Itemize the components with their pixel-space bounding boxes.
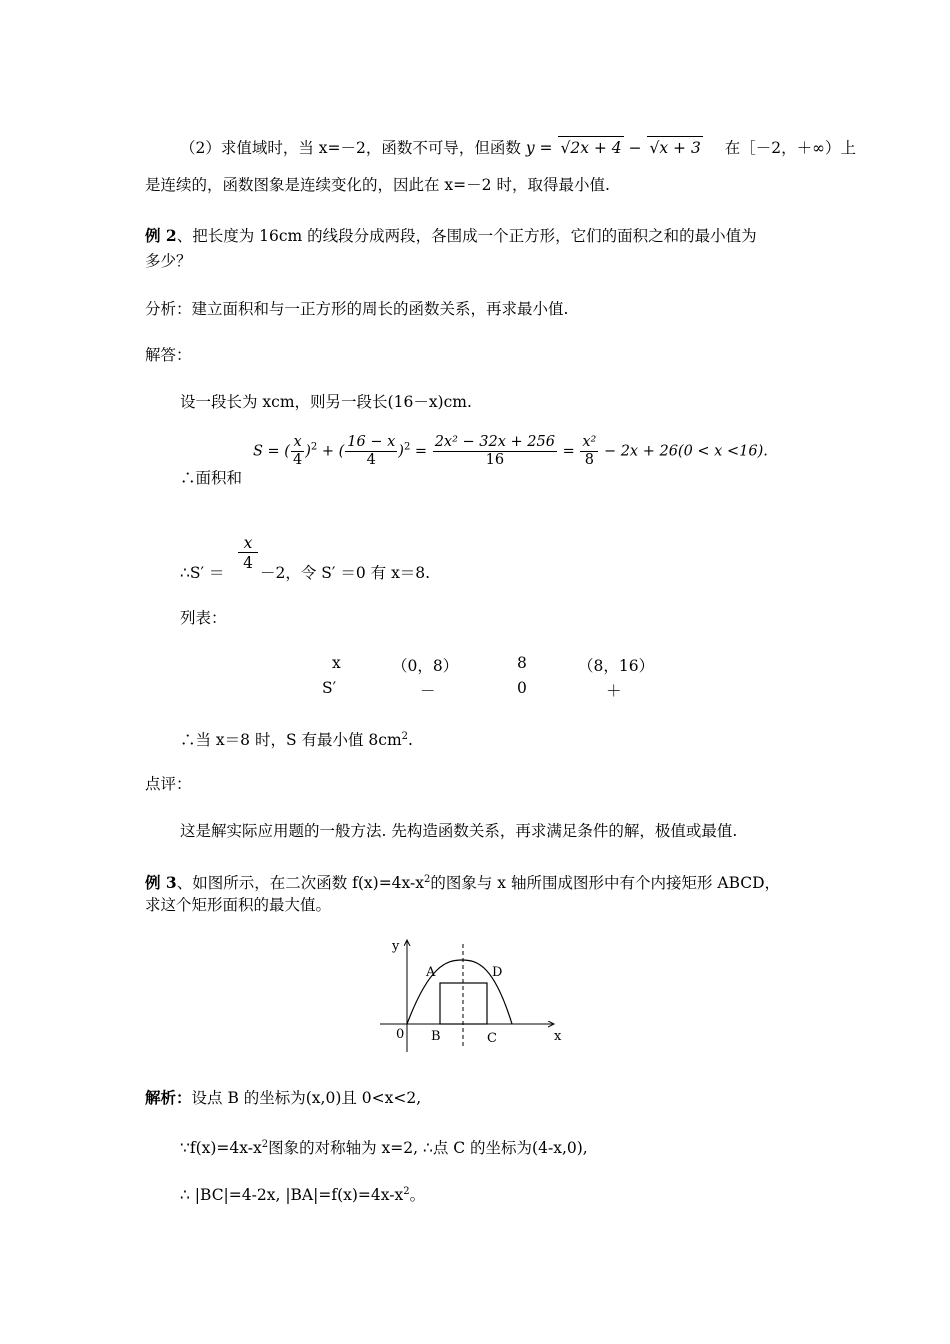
formula-y: y = √2x + 4 − √x + 3 [526, 139, 708, 157]
para-2-line-2: 是连续的，函数图象是连续变化的，因此在 x=－2 时，取得最小值. [145, 176, 610, 194]
label-D: D [492, 965, 503, 980]
derivative-tail: －2，令 S′ ＝0 有 x＝8. [260, 564, 431, 582]
parabola-figure [374, 936, 574, 1056]
solution-line-2: $\because f(x)=4x-x^2$图象的对称轴为 x=2, ∴点 C 的坐标为(4-x,0), [180, 1139, 588, 1157]
example-2-line-1 [145, 225, 757, 247]
label-A: A [426, 965, 436, 980]
example-2-line-2: 多少？ [145, 252, 192, 270]
analysis-line: 分析：建立面积和与一正方形的周长的函数关系，再求最小值. [145, 300, 569, 318]
answer-heading: 解答： [145, 346, 192, 364]
example-2-label: 例 2 [145, 226, 177, 245]
para-2-text-b: 在［－2，＋∞）上 [724, 139, 856, 157]
example-2-text: 、把长度为 16cm 的线段分成两段，各围成一个正方形，它们的面积之和的最小值为 [176, 227, 757, 245]
table-cell: （0，8） [392, 657, 459, 675]
table-cell: 8 [517, 654, 527, 672]
area-formula: S = ( $\frac{x}{4}$ )$^2$ + ( $\frac{16 - x}{4}$ )$^2$ = $\frac{\text{2x² − 32x + 256}}{16}$ = $\frac{\text{x²}}{8}$ − 2x + 26(0 < x <16). [253, 434, 768, 468]
label-C: C [487, 1031, 497, 1046]
para-2-line-1 [180, 136, 856, 159]
para-2-text-a: （2）求值域时，当 x=－2，函数不可导，但函数 [180, 139, 521, 157]
solution-line-1: 解析：设点 B 的坐标为(x,0)且 0<x<2, [145, 1088, 422, 1107]
example-3-label: 例 3 [145, 873, 177, 892]
sqrt-term-1: √2x + 4 [558, 136, 623, 159]
label-y: y [392, 939, 400, 954]
table-cell: （8，16） [578, 657, 655, 675]
comment-heading: 点评： [145, 775, 192, 793]
comment-text: 这是解实际应用题的一般方法. 先构造函数关系，再求满足条件的解，极值或最值. [180, 822, 738, 840]
conclusion-line: ∴当 x＝8 时，S 有最小值 $8cm^2$. [180, 731, 413, 749]
sqrt-term-2: √x + 3 [647, 136, 702, 159]
example-3-line-2: 求这个矩形面积的最大值。 [145, 896, 332, 914]
example-3-line-1: 例 3、如图所示，在二次函数 $f(x)=4x-x^2$的图象与 x 轴所围成图形中有个内接矩形 ABCD， [145, 873, 781, 892]
table-cell: x [332, 654, 341, 672]
table-cell: ＋ [606, 682, 622, 700]
list-heading: 列表： [180, 609, 227, 627]
label-origin: 0 [396, 1027, 405, 1042]
label-x: x [554, 1029, 562, 1044]
area-prefix: ∴面积和 [180, 469, 243, 487]
table-cell: S′ [322, 679, 337, 697]
solution-label: 解析： [145, 1088, 192, 1107]
derivative-frac: x 4 [238, 534, 258, 573]
solution-line-3: ∴ |BC|=4-2x, $|BA|=f(x)=4x-x^2$。 [180, 1186, 426, 1204]
table-cell: － [420, 682, 436, 700]
label-B: B [431, 1029, 441, 1044]
table-cell: 0 [517, 679, 527, 697]
derivative-prefix: ∴S′ ＝ [180, 564, 225, 582]
let-line: 设一段长为 xcm，则另一段长(16－x)cm. [180, 393, 472, 411]
